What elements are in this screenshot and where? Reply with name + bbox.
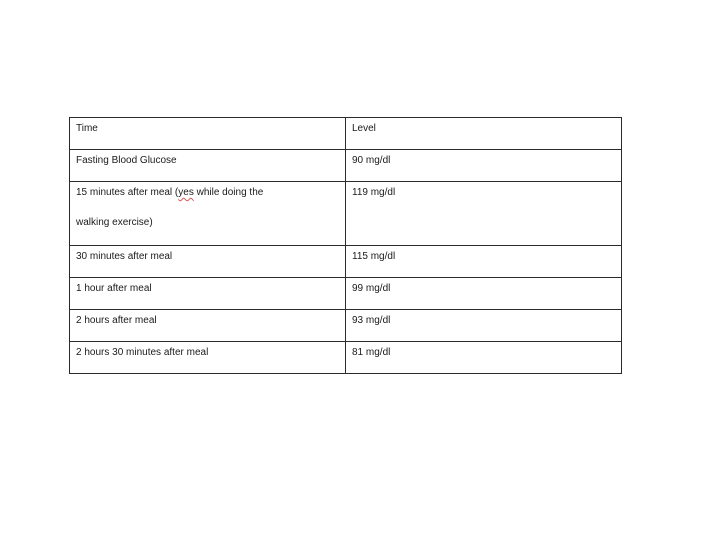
table-row	[70, 150, 622, 182]
level-cell: 115 mg/dl	[346, 246, 622, 278]
table-row	[70, 246, 622, 278]
time-cell: 2 hours after meal	[70, 310, 346, 342]
level-cell: 90 mg/dl	[346, 150, 622, 182]
table-row	[70, 182, 622, 246]
level-cell: 99 mg/dl	[346, 278, 622, 310]
time-cell: Fasting Blood Glucose	[70, 150, 346, 182]
spellcheck-flagged-word[interactable]: yes	[178, 187, 194, 198]
table-row	[70, 342, 622, 374]
time-text-part1: 15 minutes after meal (	[76, 187, 179, 198]
time-cell: 2 hours 30 minutes after meal	[70, 342, 346, 374]
level-cell: 93 mg/dl	[346, 310, 622, 342]
level-cell: 81 mg/dl	[346, 342, 622, 374]
time-text-line2: walking exercise)	[76, 217, 153, 228]
table-row	[70, 310, 622, 342]
time-cell: 1 hour after meal	[70, 278, 346, 310]
time-text-part2: while doing the	[193, 187, 264, 198]
time-cell: 30 minutes after meal	[70, 246, 346, 278]
glucose-table	[69, 117, 622, 374]
table-row	[70, 278, 622, 310]
time-cell	[70, 182, 346, 246]
header-time: Time	[70, 118, 346, 150]
header-level: Level	[346, 118, 622, 150]
table-header-row	[70, 118, 622, 150]
level-cell: 119 mg/dl	[346, 182, 622, 246]
